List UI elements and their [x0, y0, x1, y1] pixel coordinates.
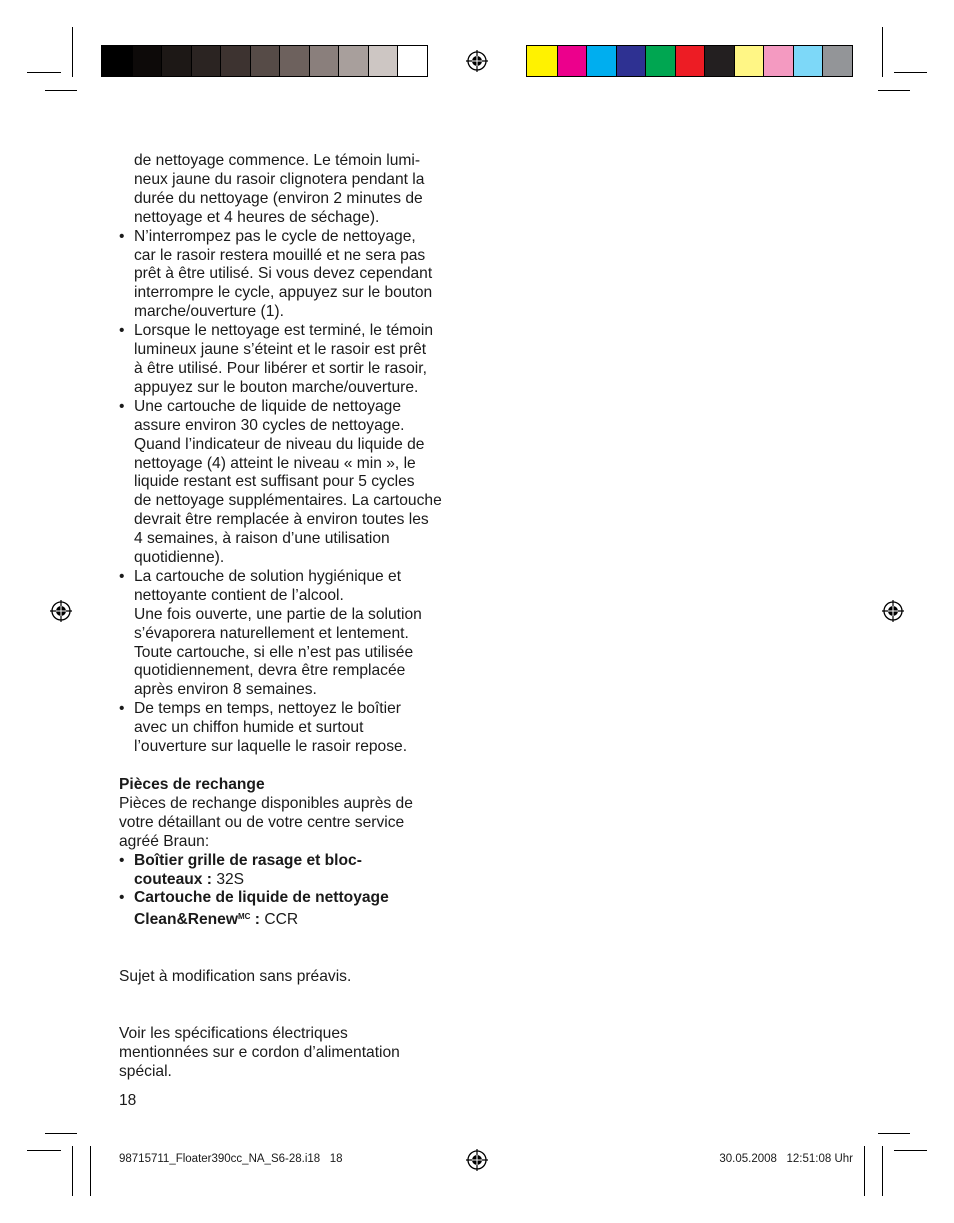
text-line: durée du nettoyage (environ 2 minutes de	[134, 189, 423, 207]
crop-mark	[882, 27, 883, 77]
instruction-list	[119, 228, 469, 757]
text-line: Quand l’indicateur de niveau du liquide de	[134, 435, 425, 453]
crop-mark	[27, 1150, 61, 1151]
list-item	[119, 700, 469, 757]
notice-text: Sujet à modification sans préavis.	[119, 968, 352, 986]
part-name: • Cartouche de liquide de nettoyage	[134, 889, 389, 907]
text-line: car le rasoir restera mouillé et ne sera pas	[134, 246, 426, 264]
color-swatch	[338, 46, 368, 76]
text-line: • De temps en temps, nettoyez le boîtier	[134, 700, 401, 718]
crop-mark	[72, 1146, 73, 1196]
section-heading: Pièces de rechange	[119, 776, 265, 793]
part-colon: :	[250, 911, 260, 929]
footer-timestamp: 30.05.2008 12:51:08 Uhr	[719, 1153, 853, 1165]
text-line: neux jaune du rasoir clignotera pendant la	[134, 170, 425, 188]
color-swatch	[220, 46, 250, 76]
crop-mark	[864, 1146, 865, 1196]
crop-mark	[72, 27, 73, 77]
text-line: quotidiennement, devra être remplacée	[134, 662, 406, 680]
text-line: votre détaillant ou de votre centre service	[119, 813, 405, 831]
manual-body	[119, 152, 469, 1082]
color-swatch	[675, 46, 705, 76]
color-swatch	[586, 46, 616, 76]
list-item	[119, 568, 469, 700]
color-swatch	[645, 46, 675, 76]
list-item	[119, 889, 469, 930]
text-line: lumineux jaune s’éteint et le rasoir est prêt	[134, 341, 427, 359]
grayscale-color-bar	[101, 45, 428, 77]
text-line: nettoyage et 4 heures de séchage).	[134, 208, 380, 226]
crop-mark	[894, 1150, 927, 1151]
color-swatch	[102, 46, 132, 76]
color-swatch	[527, 46, 557, 76]
crop-mark	[45, 90, 77, 91]
text-line: • Une cartouche de liquide de nettoyage	[134, 397, 402, 415]
text-line: • N’interrompez pas le cycle de nettoyage,	[134, 227, 416, 245]
text-line: 4 semaines, à raison d’une utilisation	[134, 530, 390, 548]
crop-mark	[878, 90, 910, 91]
text-line: spécial.	[119, 1062, 172, 1080]
text-line: de nettoyage commence. Le témoin lumi-	[134, 152, 421, 169]
text-line: agréé Braun:	[119, 832, 210, 850]
text-line: quotidienne).	[134, 549, 225, 567]
text-line: à être utilisé. Pour libérer et sortir le rasoir,	[134, 359, 427, 377]
text-line: Voir les spécifications électriques	[119, 1025, 348, 1043]
registration-mark-icon	[882, 600, 904, 622]
color-swatch	[368, 46, 398, 76]
text-line: prêt à être utilisé. Si vous devez cependant	[134, 265, 433, 283]
color-swatch	[161, 46, 191, 76]
color-swatch	[704, 46, 734, 76]
list-item	[119, 228, 469, 323]
parts-list	[119, 852, 469, 931]
list-item	[119, 322, 469, 398]
list-item	[119, 852, 469, 890]
color-swatch	[822, 46, 852, 76]
text-line: nettoyage (4) atteint le niveau « min », le	[134, 454, 416, 472]
crop-mark	[90, 1146, 91, 1196]
color-swatch	[132, 46, 162, 76]
color-swatch	[557, 46, 587, 76]
text-line: assure environ 30 cycles de nettoyage.	[134, 416, 405, 434]
text-line: s’évaporera naturellement et lentement.	[134, 624, 409, 642]
color-swatch	[616, 46, 646, 76]
parts-intro	[119, 795, 469, 852]
process-color-bar	[526, 45, 853, 77]
crop-mark	[894, 72, 927, 73]
color-swatch	[250, 46, 280, 76]
specs-paragraph	[119, 1025, 469, 1082]
text-line: de nettoyage supplémentaires. La cartouche	[134, 492, 442, 510]
text-line: après environ 8 semaines.	[134, 681, 317, 699]
color-swatch	[191, 46, 221, 76]
text-line: l’ouverture sur laquelle le rasoir repose.	[134, 738, 408, 756]
text-line: marche/ouverture (1).	[134, 303, 284, 321]
crop-mark	[878, 1133, 910, 1134]
registration-mark-icon	[50, 600, 72, 622]
color-swatch	[763, 46, 793, 76]
text-line: • Lorsque le nettoyage est terminé, le témoin	[134, 322, 434, 340]
color-swatch	[279, 46, 309, 76]
text-line: interrompre le cycle, appuyez sur le bouton	[134, 284, 433, 302]
part-name: couteaux :	[134, 870, 212, 888]
color-swatch	[734, 46, 764, 76]
color-swatch	[309, 46, 339, 76]
text-line: nettoyante contient de l’alcool.	[134, 586, 344, 604]
crop-mark	[27, 72, 61, 73]
text-line: Toute cartouche, si elle n’est pas utilisée	[134, 643, 414, 661]
part-number: 32S	[211, 870, 245, 888]
part-name: Clean&Renew	[134, 911, 238, 929]
text-line: Pièces de rechange disponibles auprès de	[119, 794, 413, 812]
color-swatch	[397, 46, 427, 76]
list-item	[119, 398, 469, 568]
crop-mark	[45, 1133, 77, 1134]
text-line: Une fois ouverte, une partie de la solution	[134, 605, 422, 623]
page-number: 18	[119, 1092, 137, 1109]
color-swatch	[793, 46, 823, 76]
text-line: appuyez sur le bouton marche/ouverture.	[134, 378, 419, 396]
text-line: • La cartouche de solution hygiénique et	[134, 567, 402, 585]
intro-paragraph	[119, 152, 469, 228]
text-line: devrait être remplacée à environ toutes les	[134, 511, 429, 529]
registration-mark-icon	[466, 1149, 488, 1171]
trademark-mark: MC	[238, 912, 251, 922]
footer-filename: 98715711_Floater390cc_NA_S6-28.i18 18	[119, 1153, 343, 1165]
text-line: mentionnées sur e cordon d’alimentation	[119, 1044, 400, 1062]
part-number: CCR	[259, 911, 299, 929]
crop-mark	[882, 1146, 883, 1196]
registration-mark-icon	[466, 50, 488, 72]
text-line: avec un chiffon humide et surtout	[134, 719, 364, 737]
part-name: • Boîtier grille de rasage et bloc-	[134, 851, 362, 869]
text-line: liquide restant est suffisant pour 5 cycles	[134, 473, 415, 491]
